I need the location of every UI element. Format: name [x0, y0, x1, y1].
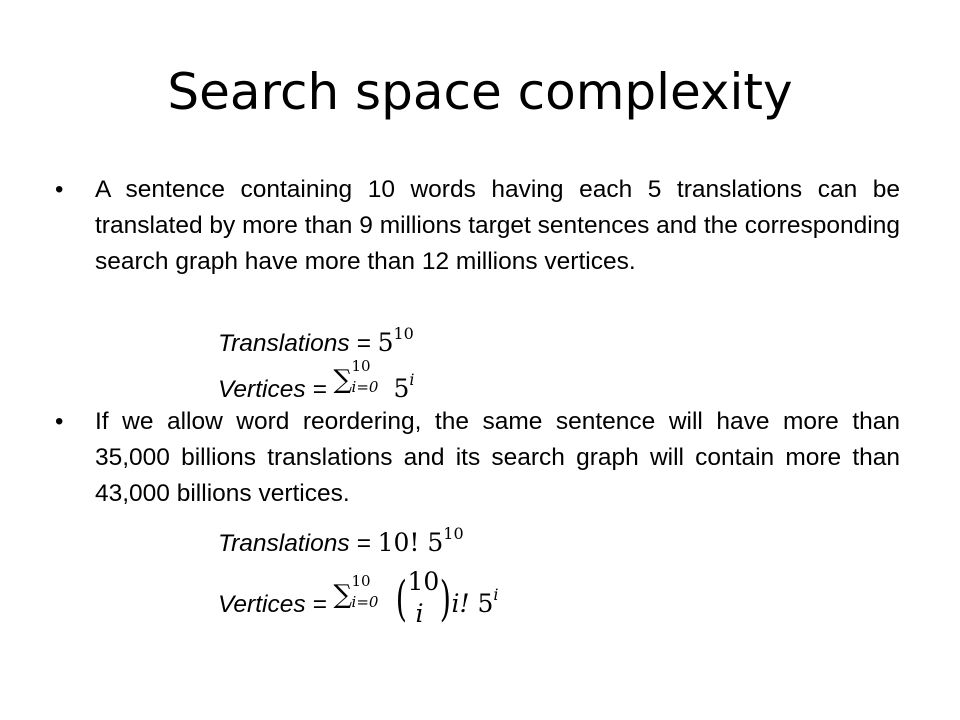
formula-base: 5 — [393, 374, 410, 403]
formula-vertices-1 — [218, 357, 415, 408]
formula-label: Vertices = — [218, 591, 334, 618]
formula-factorial: i! — [451, 589, 470, 618]
formula-label: Translations = — [218, 330, 378, 357]
formula-factorial: 10! — [377, 528, 420, 557]
binomial-coefficient: ( 10 i ) — [395, 566, 451, 628]
bullet-marker: • — [55, 176, 64, 203]
summation: ∑ 10 i=0 — [333, 357, 379, 396]
formula-exponent: i — [409, 370, 415, 389]
formula-vertices-2 — [218, 566, 499, 629]
formula-exponent: 10 — [443, 524, 464, 543]
sum-lower-limit: i=0 — [351, 593, 379, 611]
formula-label: Translations = — [218, 530, 378, 557]
formula-translations-2 — [218, 516, 464, 562]
bullet-text-2: If we allow word reordering, the same sentence will have more than 35,000 billions translations and its search graph will contain more than 43,000 billions vertices. — [95, 408, 900, 507]
formula-exponent: i — [493, 585, 499, 604]
slide-title: Search space complexity — [167, 63, 793, 121]
sum-lower-limit: i=0 — [351, 378, 379, 396]
bullet-text-1: A sentence containing 10 words having each 5 translations can be translated by more than 9 millions target sentences and the corresponding search graph have more than 12 millions vertices. — [95, 176, 900, 275]
formula-base: 5 — [477, 589, 494, 618]
binom-top: 10 — [407, 566, 440, 596]
formula-base: 5 — [377, 328, 394, 357]
bullet-marker: • — [55, 408, 64, 435]
sum-upper-limit: 10 — [351, 572, 371, 590]
formula-translations-1 — [218, 316, 414, 362]
formula-exponent: 10 — [393, 324, 414, 343]
formula-label: Vertices = — [218, 376, 334, 403]
sum-upper-limit: 10 — [351, 357, 371, 375]
summation: ∑ 10 i=0 — [333, 572, 379, 611]
formula-base: 5 — [427, 528, 444, 557]
binom-bottom: i — [415, 598, 424, 628]
